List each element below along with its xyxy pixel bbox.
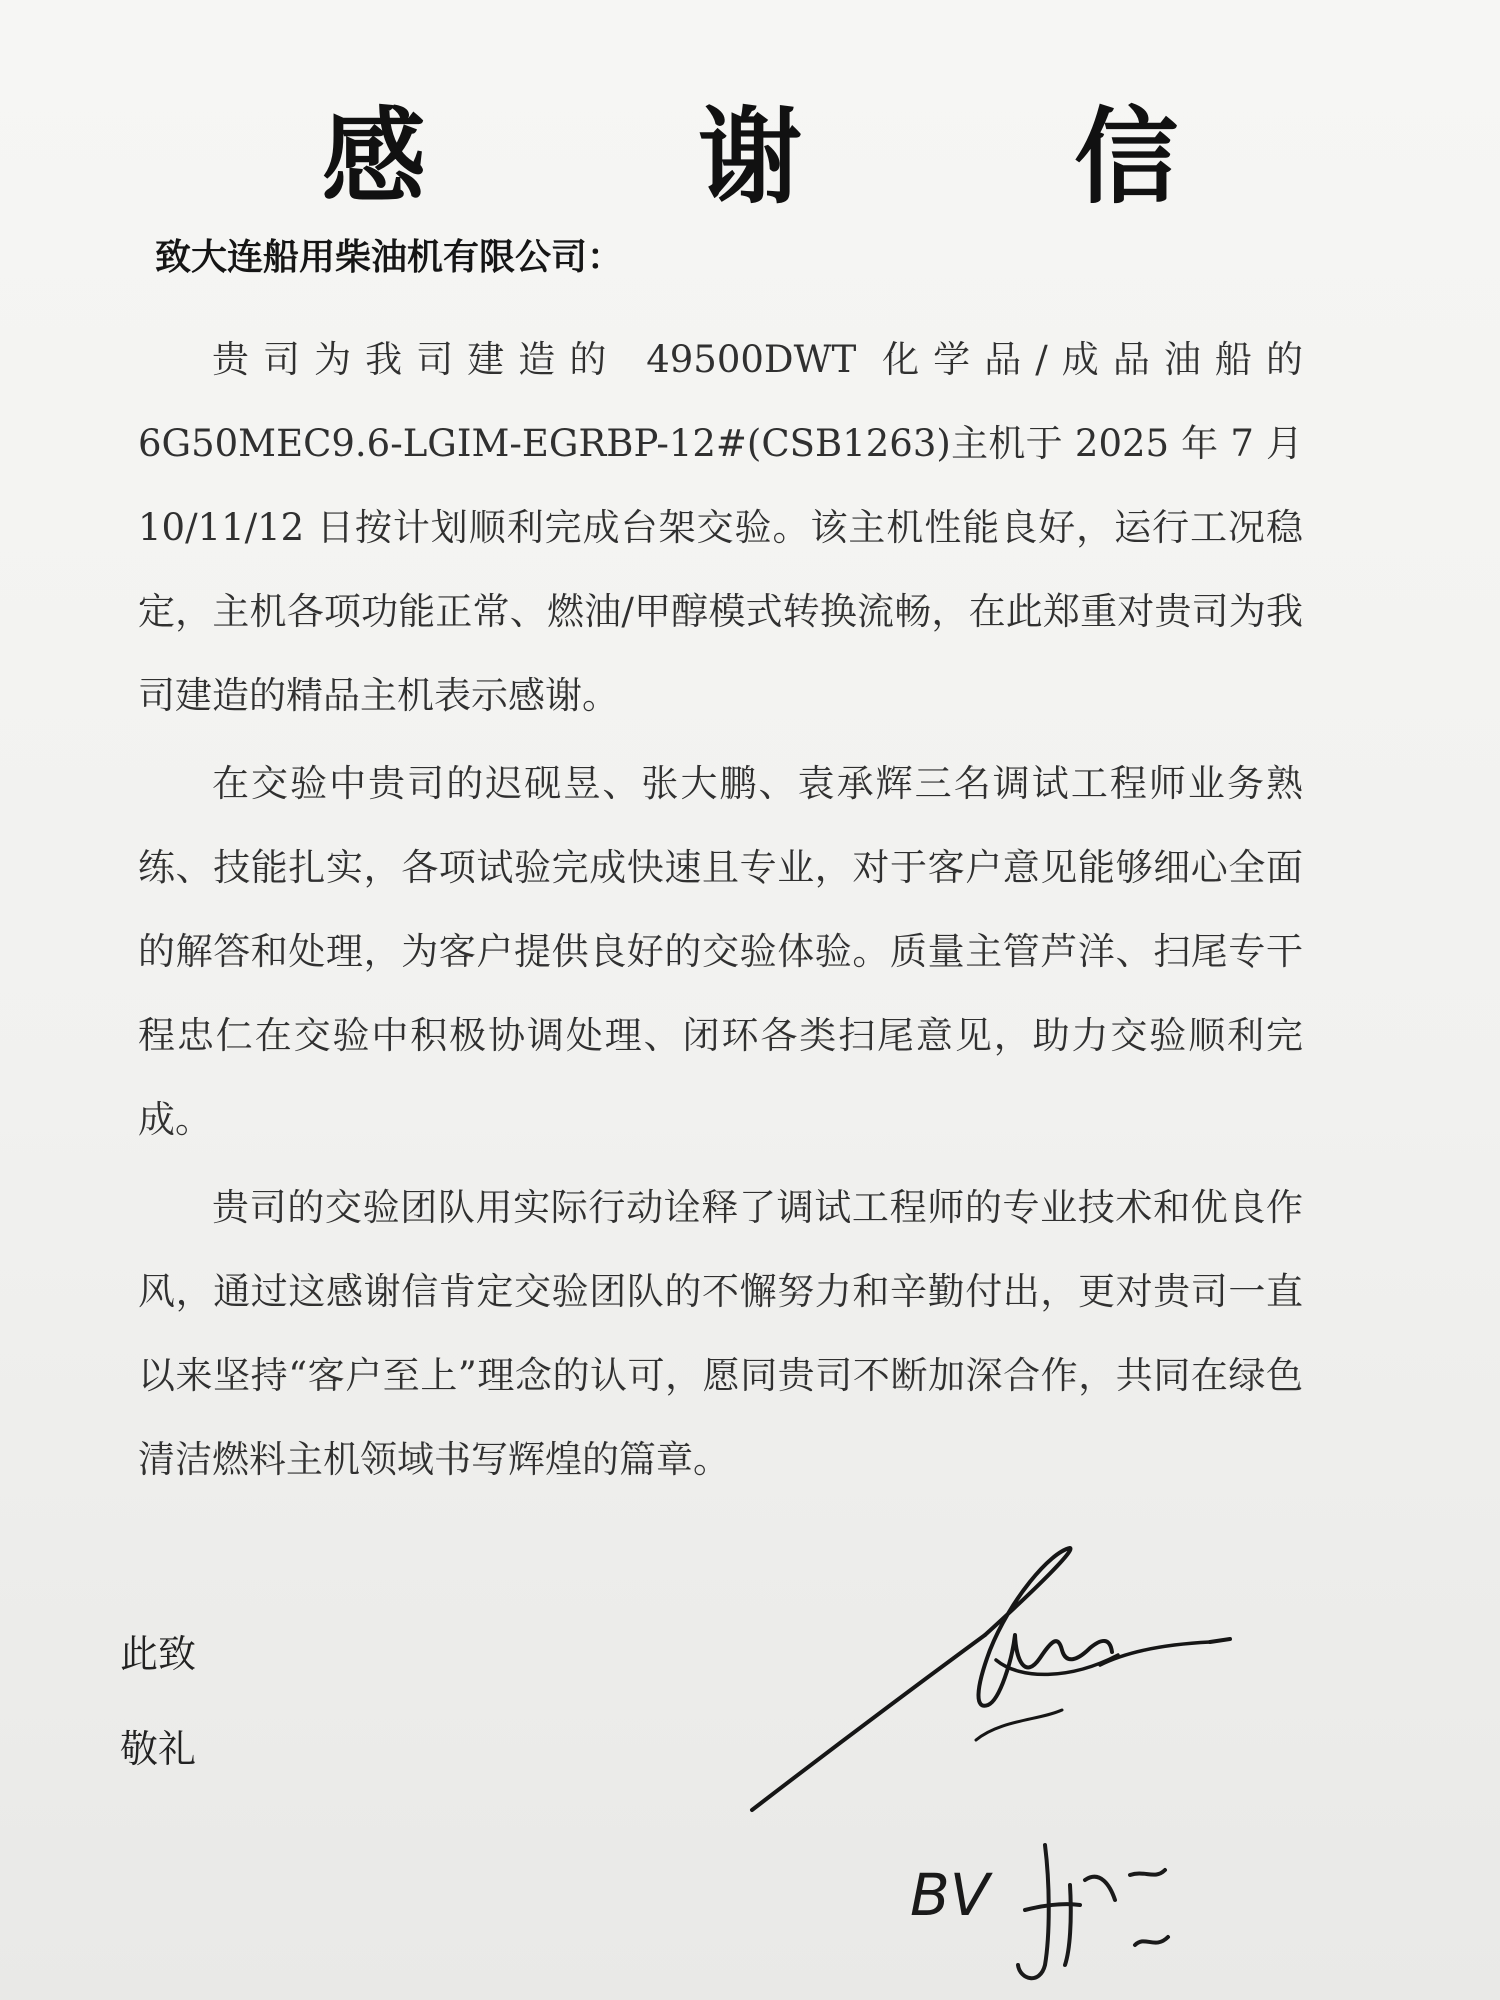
letter-title: 感 谢 信	[321, 96, 1297, 218]
salutation: 致大连船用柴油机有限公司：	[155, 237, 624, 278]
signature-2-strokes	[900, 1825, 1220, 1990]
handwritten-signature-1	[740, 1540, 1260, 1830]
letter-body	[138, 318, 1303, 1502]
signature-2-initials: BV	[910, 1861, 990, 1929]
handwritten-signature-2	[900, 1825, 1220, 1990]
paragraph-2: 在交验中贵司的迟砚昱、张大鹏、袁承辉三名调试工程师业务熟练、技能扎实，各项试验完成快速且专业，对于客户意见能够细心全面的解答和处理，为客户提供良好的交验体验。质量主管芦洋、扫尾专干程忠仁在交验中积极协调处理、闭环各类扫尾意见，助力交验顺利完成。	[138, 762, 1303, 1141]
paragraph-3: 贵司的交验团队用实际行动诠释了调试工程师的专业技术和优良作风，通过这感谢信肯定交验团队的不懈努力和辛勤付出，更对贵司一直以来坚持“客户至上”理念的认可，愿同贵司不断加深合作，共同在绿色清洁燃料主机领域书写辉煌的篇章。	[138, 1186, 1303, 1481]
closing-line-2: 敬礼	[120, 1727, 197, 1771]
closing-line-1: 此致	[120, 1632, 197, 1676]
paragraph-1: 贵司为我司建造的 49500DWT 化学品/成品油船的 6G50MEC9.6-LGIM-EGRBP-12#(CSB1263)主机于 2025 年 7 月 10/11/12 日按计划顺利完成台架交验。该主机性能良好，运行工况稳定，主机各项功能正常、燃油/甲醇模式转换流畅，在此郑重对贵司为我司建造的精品主机表示感谢。	[138, 338, 1303, 717]
